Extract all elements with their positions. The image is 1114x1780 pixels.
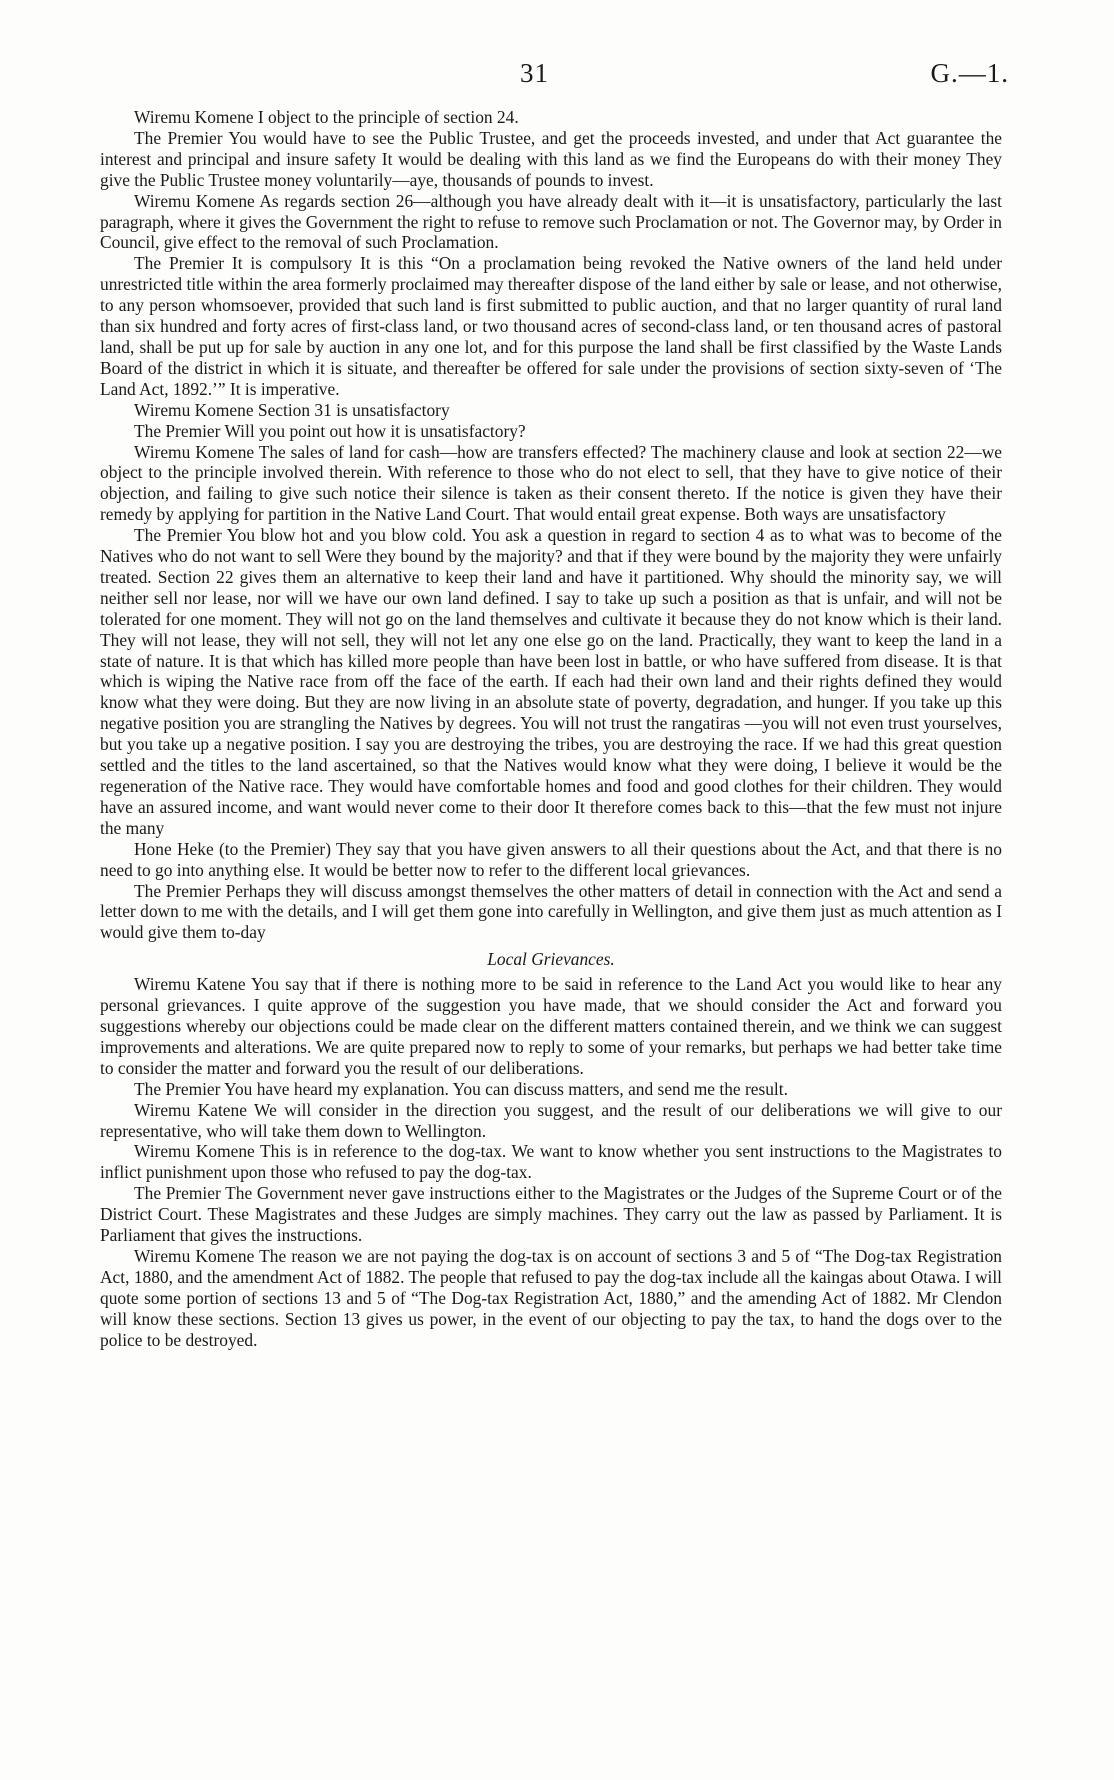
paragraph: Wiremu Katene You say that if there is nothing more to be said in reference to the Land Act you would like to hear any personal grievances. I quite approve of the suggestion you have made, that we should consider the Act and forward you suggestions whereby our objections could be made clear on the different matters contained therein, and we think we can suggest improvements and alterations. We are quite prepared now to reply to some of your remarks, but perhaps we had better take time to consider the matter and forward you the result of our deliberations. (100, 974, 1002, 1078)
paragraph: The Premier You have heard my explanation. You can discuss matters, and send me the result. (134, 1078, 788, 1099)
paragraph: Wiremu Komene I object to the principle of section 24. (134, 107, 519, 127)
paragraph: Hone Heke (to the Premier) They say that you have given answers to all their questions about the Act, and that there is no need to go into anything else. It would be better now to refer to the different local grievances. (100, 838, 1002, 880)
paragraph: Wiremu Katene We will consider in the direction you suggest, and the result of our deliberations we will give to our representative, who will take them down to Wellington. (100, 1099, 1002, 1141)
page-reference: G.—1. (930, 58, 1009, 88)
paragraph: Wiremu Komene Section 31 is unsatisfactory (134, 399, 450, 420)
section-heading: Local Grievances. (487, 949, 615, 970)
paragraph: Wiremu Komene The reason we are not paying the dog-tax is on account of sections 3 and 5 of “The Dog-tax Registration Act, 1880, and the amendment Act of 1882. The people that refused to pay the dog-tax include all the kaingas about Otawa. I will quote some portion of sections 13 and 5 of “The Dog-tax Registration Act, 1880,” and the amending Act of 1882. Mr Clendon will know these sections. Section 13 gives us power, in the event of our objecting to pay the tax, to hand the dogs over to the police to be destroyed. (100, 1245, 1002, 1350)
paragraph: Wiremu Komene This is in reference to the dog-tax. We want to know whether you sent instructions to the Magistrates to inflict punishment upon those who refused to pay the dog-tax. (100, 1141, 1002, 1183)
paragraph: The Premier The Government never gave instructions either to the Magistrates or the Judges of the Supreme Court or of the District Court. These Magistrates and these Judges are simply machines. They carry out the law as passed by Parliament. It is Parliament that gives the instructions. (100, 1183, 1002, 1246)
page-header (0, 58, 1114, 98)
paragraph: The Premier You blow hot and you blow cold. You ask a question in regard to section 4 as to what was to become of the Natives who do not want to sell Were they bound by the majority? and that if they were bound by the majority they were unfairly treated. Section 22 gives them an alternative to keep their land and have it partitioned. Why should the minority say, we will neither sell nor lease, nor will we have our own land defined. I say to take up such a position as that is unfair, and will not be tolerated for one moment. They will not go on the land themselves and cultivate it because they do not know which is their land. They will not lease, they will not sell, they will not let any one else go on the land. Practically, they want to keep the land in a state of nature. It is that which has killed more people than have been lost in battle, or who have suffered from disease. It is that which is wiping the Native race from off the face of the earth. If each had their own land and their rights defined they would know what they were doing. But they are now living in an absolute state of poverty, degradation, and hunger. If you take up this negative position you are strangling the Natives by degrees. You will not trust the rangatiras —you will not even trust yourselves, but you take up a negative position. I say you are destroying the tribes, you are destroying the race. If we had this great question settled and the titles to the land ascertained, so that the Natives would know what they were doing, I believe it would be the regeneration of the Native race. They would have comfortable homes and food and good clothes for their children. They would have an assured income, and want would never come to their door It therefore comes back to this—that the few must not injure the many (100, 525, 1002, 838)
paragraph: Wiremu Komene The sales of land for cash—how are transfers effected? The machinery clause and look at section 22—we object to the principle involved therein. With reference to those who do not elect to sell, that they have to give notice of their objection, and failing to give such notice their silence is taken as their consent thereto. If the notice is given they have their remedy by applying for partition in the Native Land Court. That would entail great expense. Both ways are unsatisfactory (100, 441, 1002, 525)
paragraph: The Premier It is compulsory It is this “On a proclamation being revoked the Native owners of the land held under unrestricted title within the area formerly proclaimed may thereafter dispose of the land either by sale or lease, and not otherwise, to any person whomsoever, provided that such land is first submitted to public auction, and that no larger quantity of rural land than six hundred and forty acres of first-class land, or two thousand acres of second-class land, or ten thousand acres of pastoral land, shall be put up for sale by auction in any one lot, and for this purpose the land shall be first classified by the Waste Lands Board of the district in which it is situate, and thereafter be offered for sale under the provisions of section sixty-seven of ‘The Land Act, 1892.’” It is imperative. (100, 253, 1002, 399)
page-number: 31 (520, 58, 549, 88)
document-body (100, 107, 1002, 1350)
paragraph: The Premier You would have to see the Public Trustee, and get the proceeds invested, and under that Act guarantee the interest and principal and insure safety It would be dealing with this land as we find the Europeans do with their money They give the Public Trustee money voluntarily—aye, thousands of pounds to invest. (100, 127, 1002, 190)
paragraph: Wiremu Komene As regards section 26—although you have already dealt with it—it is unsatisfactory, particularly the last paragraph, where it gives the Government the right to refuse to remove such Proclamation or not. The Governor may, by Order in Council, give effect to the removal of such Proclamation. (100, 190, 1002, 253)
paragraph: The Premier Perhaps they will discuss amongst themselves the other matters of detail in connection with the Act and send a letter down to me with the details, and I will get them gone into carefully in Wellington, and give them just as much attention as I would give them to-day (100, 880, 1002, 943)
paragraph: The Premier Will you point out how it is unsatisfactory? (134, 420, 526, 441)
